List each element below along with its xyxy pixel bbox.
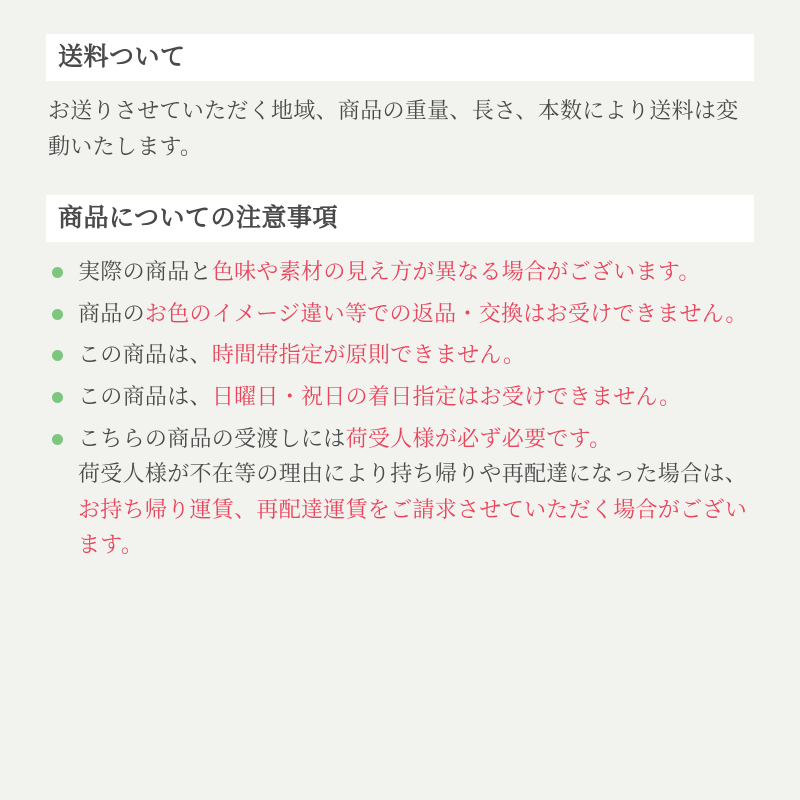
shipping-section-paragraph: お送りさせていただく地域、商品の重量、長さ、本数により送料は変動いたします。	[48, 97, 739, 160]
bullet-icon	[52, 350, 63, 361]
list-item	[46, 296, 754, 332]
bullet-icon	[52, 309, 63, 320]
note-text-highlight: お色のイメージ違い等での返品・交換はお受けできません。	[144, 300, 748, 326]
bullet-icon	[52, 267, 63, 278]
note-subline	[78, 456, 754, 563]
bullet-icon	[52, 434, 63, 445]
note-text-highlight: 時間帯指定が原則できません。	[211, 342, 526, 368]
note-text-highlight: 日曜日・祝日の着日指定はお受けできません。	[211, 383, 682, 409]
product-notes-list	[46, 254, 754, 563]
note-text-plain: この商品は、	[78, 383, 212, 409]
note-subline-plain: 荷受人様が不在等の理由により持ち帰りや再配達になった場合は、	[78, 461, 748, 487]
bullet-icon	[52, 392, 63, 403]
note-text-plain: こちらの商品の受渡しには	[78, 425, 346, 451]
list-item	[46, 254, 754, 290]
list-item	[46, 421, 754, 564]
note-text-plain: 商品の	[78, 300, 145, 326]
note-text-highlight: 色味や素材の見え方が異なる場合がございます。	[211, 259, 701, 285]
note-text-plain: 実際の商品と	[78, 259, 212, 285]
shipping-section-heading: 送料ついて	[46, 34, 754, 81]
note-subline-highlight: お持ち帰り運賃、再配達運賃をご請求させていただく場合がございます。	[78, 496, 748, 558]
note-text-plain: この商品は、	[78, 342, 212, 368]
list-item	[46, 379, 754, 415]
note-text-highlight: 荷受人様が必ず必要です。	[345, 425, 612, 451]
list-item	[46, 337, 754, 373]
product-notes-section-heading: 商品についての注意事項	[46, 195, 754, 242]
